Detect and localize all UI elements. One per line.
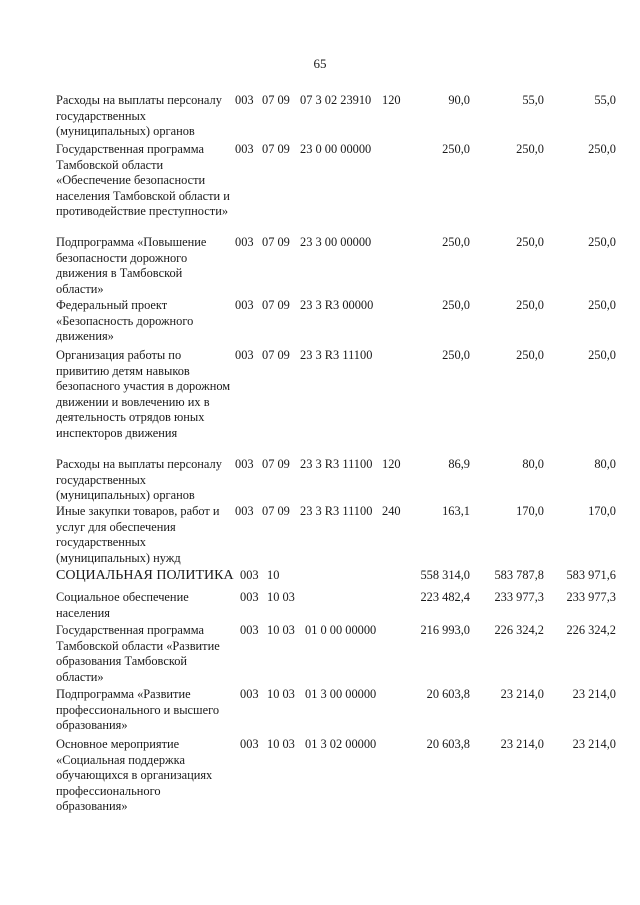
admin-code: 003	[240, 568, 259, 582]
admin-code: 003	[240, 687, 259, 701]
row-name: Иные закупки товаров, работ и услуг для обеспечения государственных (муниципальных) нужд	[56, 504, 220, 565]
value-year-2: 23 214,0	[500, 687, 544, 701]
target-article-code: 23 3 R3 00000	[300, 298, 374, 312]
value-year-1: 250,0	[442, 298, 470, 312]
admin-code: 003	[235, 457, 254, 471]
value-year-2: 583 787,8	[494, 568, 544, 582]
value-year-1: 20 603,8	[426, 737, 470, 751]
expense-type-code: 120	[382, 457, 401, 471]
value-year-3: 23 214,0	[572, 737, 616, 751]
value-year-1: 86,9	[448, 457, 470, 471]
value-year-1: 250,0	[442, 142, 470, 156]
row-name: Государственная программа Тамбовской области «Обеспечение безопасности населения Тамбовской области и противодействие преступности»	[56, 142, 230, 218]
value-year-1: 163,1	[442, 504, 470, 518]
page-number: 65	[313, 56, 327, 71]
value-year-1: 250,0	[442, 235, 470, 249]
target-article-code: 01 0 00 00000	[305, 623, 377, 637]
row-name: Основное мероприятие «Социальная поддержка обучающихся в организациях профессионального образования»	[56, 737, 213, 813]
value-year-3: 250,0	[588, 298, 616, 312]
value-year-2: 226 324,2	[494, 623, 544, 637]
target-article-code: 01 3 00 00000	[305, 687, 377, 701]
row-name: Социальное обеспечение населения	[56, 590, 189, 620]
section-code: 07 09	[262, 142, 290, 156]
section-code: 07 09	[262, 348, 290, 362]
target-article-code: 01 3 02 00000	[305, 737, 377, 751]
section-code: 07 09	[262, 457, 290, 471]
value-year-1: 90,0	[448, 93, 470, 107]
row-name: Подпрограмма «Развитие профессионального и высшего образования»	[56, 687, 220, 732]
admin-code: 003	[235, 504, 254, 518]
section-code: 10 03	[267, 737, 295, 751]
value-year-2: 250,0	[516, 298, 544, 312]
section-heading: СОЦИАЛЬНАЯ ПОЛИТИКА	[56, 568, 234, 583]
section-code: 10 03	[267, 623, 295, 637]
value-year-2: 250,0	[516, 142, 544, 156]
row-name: Расходы на выплаты персоналу государственных (муниципальных) органов	[56, 457, 222, 502]
admin-code: 003	[240, 623, 259, 637]
value-year-3: 23 214,0	[572, 687, 616, 701]
section-code: 07 09	[262, 235, 290, 249]
admin-code: 003	[235, 235, 254, 249]
row-name: Подпрограмма «Повышение безопасности дорожного движения в Тамбовской области»	[56, 235, 207, 296]
value-year-2: 250,0	[516, 235, 544, 249]
admin-code: 003	[235, 298, 254, 312]
target-article-code: 07 3 02 23910	[300, 93, 372, 107]
value-year-3: 233 977,3	[566, 590, 616, 604]
target-article-code: 23 3 00 00000	[300, 235, 372, 249]
expense-type-code: 240	[382, 504, 401, 518]
value-year-1: 216 993,0	[420, 623, 470, 637]
value-year-3: 250,0	[588, 142, 616, 156]
value-year-2: 233 977,3	[494, 590, 544, 604]
admin-code: 003	[235, 93, 254, 107]
value-year-1: 223 482,4	[420, 590, 470, 604]
value-year-3: 55,0	[594, 93, 616, 107]
target-article-code: 23 3 R3 11100	[300, 504, 373, 518]
section-code: 10 03	[267, 687, 295, 701]
admin-code: 003	[240, 590, 259, 604]
expense-type-code: 120	[382, 93, 401, 107]
row-name: Расходы на выплаты персоналу государственных (муниципальных) органов	[56, 93, 222, 138]
target-article-code: 23 0 00 00000	[300, 142, 372, 156]
row-name: Государственная программа Тамбовской области «Развитие образования Тамбовской области»	[56, 623, 220, 684]
admin-code: 003	[235, 348, 254, 362]
value-year-3: 250,0	[588, 348, 616, 362]
admin-code: 003	[240, 737, 259, 751]
value-year-1: 558 314,0	[420, 568, 470, 582]
value-year-3: 80,0	[594, 457, 616, 471]
row-name: Федеральный проект «Безопасность дорожного движения»	[56, 298, 194, 343]
target-article-code: 23 3 R3 11100	[300, 457, 373, 471]
target-article-code: 23 3 R3 11100	[300, 348, 373, 362]
section-code: 10 03	[267, 590, 295, 604]
section-code: 07 09	[262, 504, 290, 518]
value-year-2: 23 214,0	[500, 737, 544, 751]
value-year-3: 250,0	[588, 235, 616, 249]
value-year-2: 250,0	[516, 348, 544, 362]
value-year-2: 80,0	[522, 457, 544, 471]
row-name: Организация работы по привитию детям навыков безопасного участия в дорожном движении и вовлечению их в деятельность отрядов юных инспекторов движения	[56, 348, 231, 440]
value-year-3: 170,0	[588, 504, 616, 518]
value-year-1: 250,0	[442, 348, 470, 362]
value-year-1: 20 603,8	[426, 687, 470, 701]
section-code: 07 09	[262, 298, 290, 312]
value-year-2: 55,0	[522, 93, 544, 107]
section-code: 07 09	[262, 93, 290, 107]
value-year-2: 170,0	[516, 504, 544, 518]
section-code: 10	[267, 568, 280, 582]
admin-code: 003	[235, 142, 254, 156]
value-year-3: 583 971,6	[566, 568, 616, 582]
value-year-3: 226 324,2	[566, 623, 616, 637]
